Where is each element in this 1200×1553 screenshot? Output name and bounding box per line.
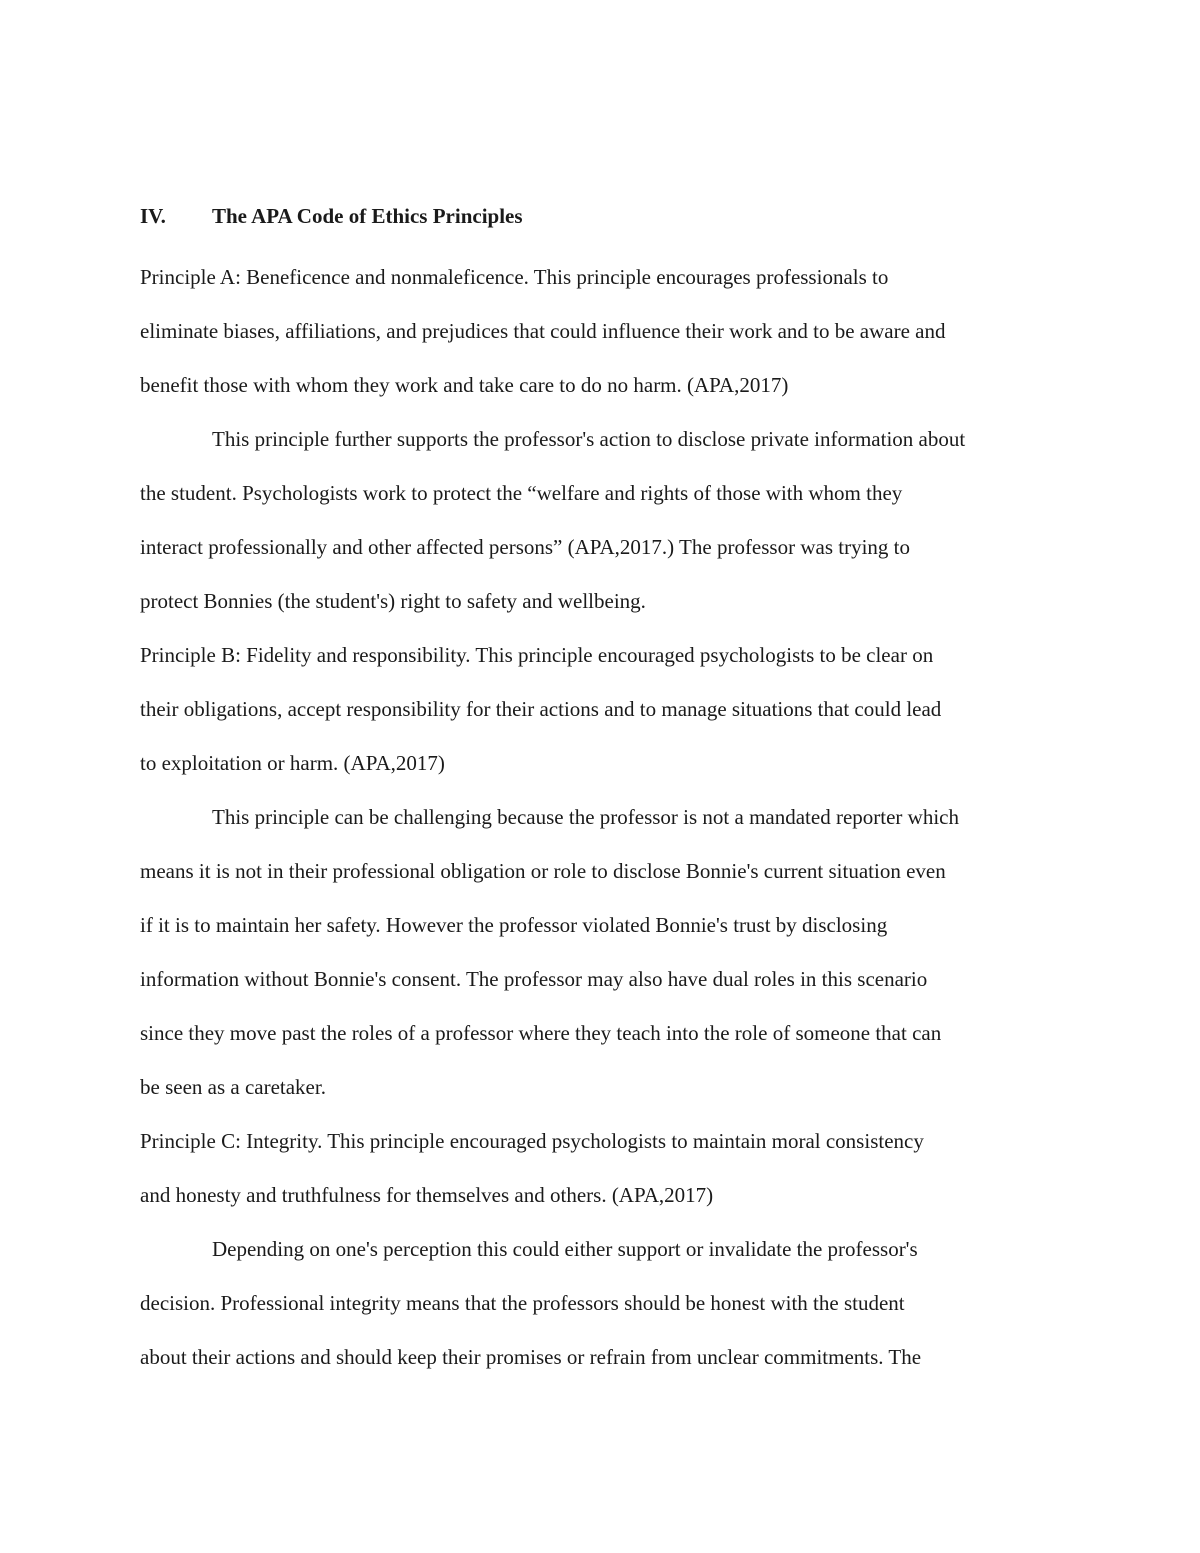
text-line: eliminate biases, affiliations, and prejudices that could influence their work and to be aware and	[140, 319, 946, 343]
section-heading	[140, 196, 1060, 236]
body-text	[140, 250, 1060, 1384]
text-line: decision. Professional integrity means that the professors should be honest with the student	[140, 1291, 905, 1315]
document-page	[140, 196, 1060, 1384]
text-line: This principle further supports the professor's action to disclose private information about	[212, 427, 966, 451]
text-line: the student. Psychologists work to protect the “welfare and rights of those with whom they	[140, 481, 903, 505]
text-line: information without Bonnie's consent. The professor may also have dual roles in this scenario	[140, 967, 928, 991]
text-line: benefit those with whom they work and take care to do no harm. (APA,2017)	[140, 373, 789, 397]
text-line: to exploitation or harm. (APA,2017)	[140, 751, 445, 775]
text-line: protect Bonnies (the student's) right to safety and wellbeing.	[140, 589, 646, 613]
text-line: interact professionally and other affected persons” (APA,2017.) The professor was trying to	[140, 535, 910, 559]
text-line: if it is to maintain her safety. However the professor violated Bonnie's trust by disclosing	[140, 913, 888, 937]
section-title: The APA Code of Ethics Principles	[212, 204, 523, 228]
text-line: their obligations, accept responsibility for their actions and to manage situations that could lead	[140, 697, 942, 721]
text-line: and honesty and truthfulness for themselves and others. (APA,2017)	[140, 1183, 714, 1207]
text-line: be seen as a caretaker.	[140, 1075, 326, 1099]
section-number: IV.	[140, 204, 166, 228]
text-line: This principle can be challenging because the professor is not a mandated reporter which	[212, 805, 959, 829]
text-line: Principle C: Integrity. This principle encouraged psychologists to maintain moral consistency	[140, 1129, 924, 1153]
text-line: means it is not in their professional obligation or role to disclose Bonnie's current situation even	[140, 859, 946, 883]
text-line: since they move past the roles of a professor where they teach into the role of someone that can	[140, 1021, 942, 1045]
text-line: about their actions and should keep their promises or refrain from unclear commitments. The	[140, 1345, 922, 1369]
text-line: Principle B: Fidelity and responsibility. This principle encouraged psychologists to be clear on	[140, 643, 934, 667]
text-line: Depending on one's perception this could either support or invalidate the professor's	[212, 1237, 918, 1261]
text-line: Principle A: Beneficence and nonmaleficence. This principle encourages professionals to	[140, 265, 889, 289]
